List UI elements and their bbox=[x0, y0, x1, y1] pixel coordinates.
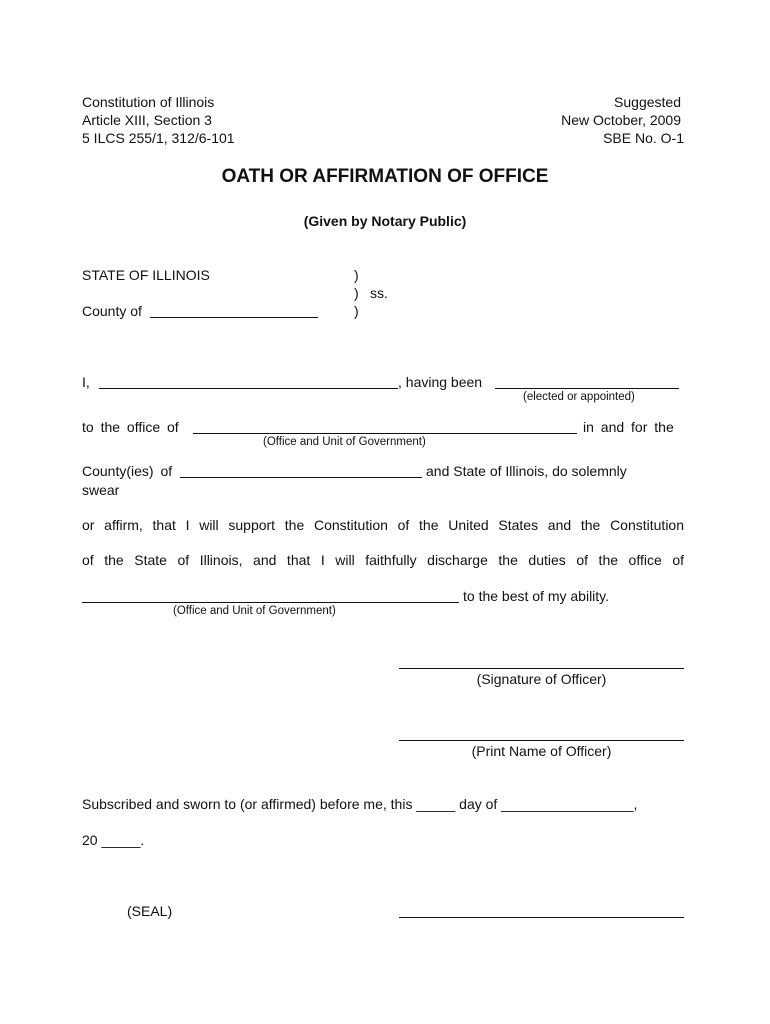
oath-paragraph-line-1: or affirm, that I will support the Constitution of the United States and the Constitution bbox=[82, 517, 684, 533]
counties-of-text: County(ies) of bbox=[82, 463, 173, 479]
year-text: 20 _____. bbox=[82, 832, 145, 848]
office-unit-caption-1: (Office and Unit of Government) bbox=[263, 436, 426, 448]
elected-appointed-blank[interactable] bbox=[495, 388, 679, 389]
header-left-line-1: Constitution of Illinois bbox=[82, 94, 215, 110]
signature-line[interactable] bbox=[399, 668, 684, 669]
to-best-text: to the best of my ability. bbox=[463, 588, 610, 604]
header-left-line-2: Article XIII, Section 3 bbox=[82, 112, 212, 128]
office-unit-blank-1[interactable] bbox=[193, 433, 577, 434]
print-name-caption: (Print Name of Officer) bbox=[471, 743, 612, 759]
header-right-line-3: SBE No. O-1 bbox=[603, 130, 684, 146]
having-been-text: , having been bbox=[398, 374, 483, 390]
print-name-line[interactable] bbox=[399, 740, 684, 741]
venue-paren-1: ) bbox=[354, 267, 359, 283]
counties-blank[interactable] bbox=[180, 477, 422, 478]
office-unit-blank-2[interactable] bbox=[82, 602, 459, 603]
subscribed-text: Subscribed and sworn to (or affirmed) before me, this _____ day of _________________, bbox=[82, 796, 638, 812]
county-blank[interactable] bbox=[150, 317, 318, 318]
header-left-line-3: 5 ILCS 255/1, 312/6-101 bbox=[82, 130, 235, 146]
in-and-for-the-text: in and for the bbox=[583, 419, 674, 435]
office-unit-caption-2: (Office and Unit of Government) bbox=[173, 605, 336, 617]
to-office-of-text: to the office of bbox=[82, 419, 179, 435]
officer-name-blank[interactable] bbox=[99, 388, 398, 389]
oath-i-label: I, bbox=[82, 374, 90, 390]
page-title: OATH OR AFFIRMATION OF OFFICE bbox=[221, 166, 549, 187]
venue-county-label: County of bbox=[82, 303, 142, 319]
signature-caption: (Signature of Officer) bbox=[476, 671, 607, 687]
header-right-line-1: Suggested bbox=[614, 94, 681, 110]
page-subtitle: (Given by Notary Public) bbox=[303, 213, 467, 229]
venue-state: STATE OF ILLINOIS bbox=[82, 267, 210, 283]
swear-text: swear bbox=[82, 482, 120, 498]
elected-or-appointed-caption: (elected or appointed) bbox=[523, 391, 635, 403]
notary-signature-line[interactable] bbox=[399, 917, 684, 918]
venue-paren-3: ) bbox=[354, 303, 359, 319]
oath-paragraph-line-2: of the State of Illinois, and that I will faithfully discharge the duties of the office of bbox=[82, 552, 684, 568]
and-state-text: and State of Illinois, do solemnly bbox=[426, 463, 627, 479]
venue-paren-2: ) bbox=[354, 285, 359, 301]
venue-ss: ss. bbox=[370, 285, 388, 301]
seal-label: (SEAL) bbox=[127, 903, 173, 919]
header-right-line-2: New October, 2009 bbox=[561, 112, 681, 128]
